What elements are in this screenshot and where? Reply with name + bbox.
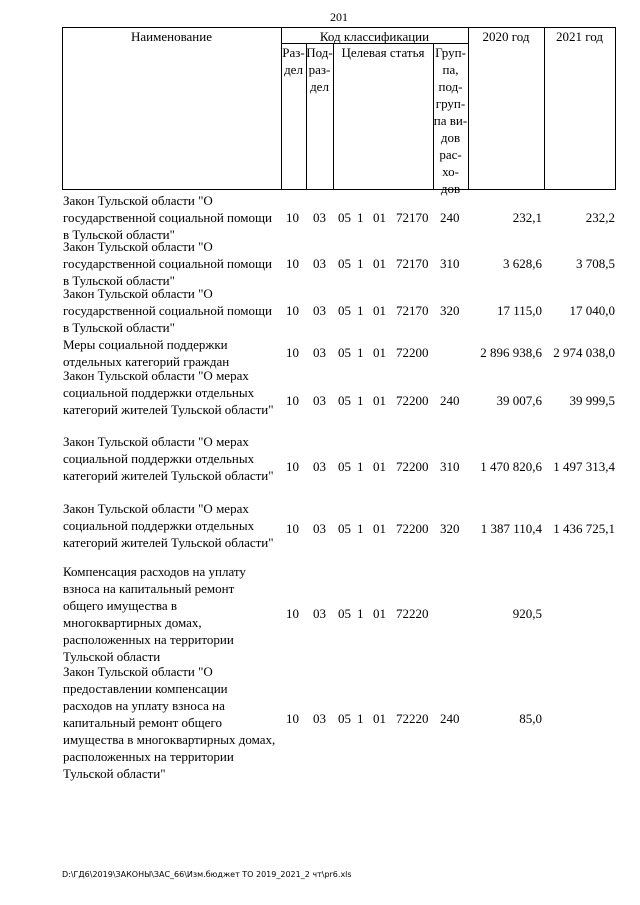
cell-vid: 240 [440, 393, 460, 408]
cell-razdel: 10 [286, 303, 299, 318]
cell-vid: 240 [440, 711, 460, 726]
cell-razdel: 10 [286, 256, 299, 271]
page-number: 201 [330, 10, 348, 24]
cell-y2021: 232,2 [585, 210, 615, 225]
cell-y2020: 85,0 [519, 711, 542, 726]
cell-s4: 72200 [396, 459, 429, 474]
header-y2020: 2020 год [482, 29, 530, 44]
cell-s4: 72170 [396, 256, 429, 271]
cell-y2020: 232,1 [512, 210, 542, 225]
cell-s3: 01 [373, 459, 386, 474]
cell-y2021: 2 974 038,0 [553, 345, 615, 360]
cell-s4: 72200 [396, 345, 429, 360]
cell-s3: 01 [373, 345, 386, 360]
cell-podrazdel: 03 [313, 393, 326, 408]
header-naimenovanie: Наименование [131, 29, 212, 44]
cell-vid: 320 [440, 303, 460, 318]
header-razdel: Раз- дел [282, 45, 305, 77]
cell-s2: 1 [357, 459, 364, 474]
header-celevaya: Целевая статья [341, 45, 425, 60]
row-name: Закон Тульской области "О государственной социальной помощи в Тульской области" [63, 239, 272, 288]
cell-s3: 01 [373, 303, 386, 318]
cell-podrazdel: 03 [313, 521, 326, 536]
cell-y2021: 3 708,5 [576, 256, 615, 271]
cell-s2: 1 [357, 711, 364, 726]
cell-s2: 1 [357, 393, 364, 408]
cell-podrazdel: 03 [313, 210, 326, 225]
header-vid: Груп- па, под- груп- па ви- дов рас- хо- дов [433, 45, 468, 196]
cell-s2: 1 [357, 521, 364, 536]
cell-s2: 1 [357, 303, 364, 318]
row-name: Меры социальной поддержки отдельных категорий граждан [63, 337, 230, 369]
cell-s3: 01 [373, 210, 386, 225]
cell-y2021: 1 436 725,1 [553, 521, 615, 536]
cell-s4: 72170 [396, 303, 429, 318]
cell-s4: 72200 [396, 521, 429, 536]
cell-vid: 310 [440, 459, 460, 474]
cell-s3: 01 [373, 711, 386, 726]
cell-y2020: 1 387 110,4 [480, 521, 542, 536]
cell-razdel: 10 [286, 606, 299, 621]
cell-podrazdel: 03 [313, 711, 326, 726]
row-name: Закон Тульской области "О государственной социальной помощи в Тульской области" [63, 286, 272, 335]
cell-y2021: 1 497 313,4 [553, 459, 615, 474]
cell-s2: 1 [357, 606, 364, 621]
cell-razdel: 10 [286, 210, 299, 225]
cell-s1: 05 [338, 345, 351, 360]
cell-s3: 01 [373, 256, 386, 271]
cell-s1: 05 [338, 711, 351, 726]
cell-y2020: 920,5 [512, 606, 542, 621]
row-name: Закон Тульской области "О мерах социальной поддержки отдельных категорий жителей Тульской области" [63, 501, 274, 550]
cell-s3: 01 [373, 521, 386, 536]
cell-s1: 05 [338, 521, 351, 536]
cell-podrazdel: 03 [313, 345, 326, 360]
cell-s2: 1 [357, 345, 364, 360]
cell-y2020: 3 628,6 [503, 256, 542, 271]
cell-y2020: 39 007,6 [496, 393, 542, 408]
cell-s3: 01 [373, 606, 386, 621]
row-name: Закон Тульской области "О государственной социальной помощи в Тульской области" [63, 193, 272, 242]
cell-razdel: 10 [286, 459, 299, 474]
cell-s1: 05 [338, 606, 351, 621]
cell-podrazdel: 03 [313, 459, 326, 474]
cell-s4: 72170 [396, 210, 429, 225]
cell-podrazdel: 03 [313, 606, 326, 621]
cell-vid: 240 [440, 210, 460, 225]
cell-razdel: 10 [286, 711, 299, 726]
cell-s1: 05 [338, 393, 351, 408]
cell-vid: 320 [440, 521, 460, 536]
cell-s4: 72220 [396, 606, 429, 621]
row-name: Закон Тульской области "О предоставлении компенсации расходов на уплату взноса на капитальный ремонт общего имущества в многоквартирных домах, расположенных на территории Тульской области" [63, 664, 276, 781]
file-path-footer: D:\ГД6\2019\ЗАКОНЫ\ЗАС_66\Изм.бюджет ТО 2019_2021_2 чт\pr6.xls [62, 870, 352, 879]
cell-s1: 05 [338, 210, 351, 225]
cell-razdel: 10 [286, 345, 299, 360]
row-name: Компенсация расходов на уплату взноса на капитальный ремонт общего имущества в многоквартирных домах, расположенных на территории Тульской области [63, 564, 246, 664]
cell-y2020: 1 470 820,6 [480, 459, 542, 474]
cell-y2021: 39 999,5 [569, 393, 615, 408]
row-name: Закон Тульской области "О мерах социальной поддержки отдельных категорий жителей Тульской области" [63, 368, 274, 417]
cell-s1: 05 [338, 459, 351, 474]
cell-s2: 1 [357, 256, 364, 271]
cell-y2020: 17 115,0 [496, 303, 542, 318]
cell-s3: 01 [373, 393, 386, 408]
header-kod: Код классификации [319, 29, 430, 44]
cell-vid: 310 [440, 256, 460, 271]
cell-s4: 72200 [396, 393, 429, 408]
cell-s4: 72220 [396, 711, 429, 726]
cell-y2020: 2 896 938,6 [480, 345, 542, 360]
cell-s1: 05 [338, 303, 351, 318]
header-podrazdel: Под- раз- дел [306, 45, 333, 94]
cell-razdel: 10 [286, 393, 299, 408]
cell-s1: 05 [338, 256, 351, 271]
cell-podrazdel: 03 [313, 303, 326, 318]
cell-s2: 1 [357, 210, 364, 225]
cell-y2021: 17 040,0 [569, 303, 615, 318]
cell-podrazdel: 03 [313, 256, 326, 271]
header-y2021: 2021 год [556, 29, 603, 44]
row-name: Закон Тульской области "О мерах социальной поддержки отдельных категорий жителей Тульской области" [63, 434, 274, 483]
cell-razdel: 10 [286, 521, 299, 536]
